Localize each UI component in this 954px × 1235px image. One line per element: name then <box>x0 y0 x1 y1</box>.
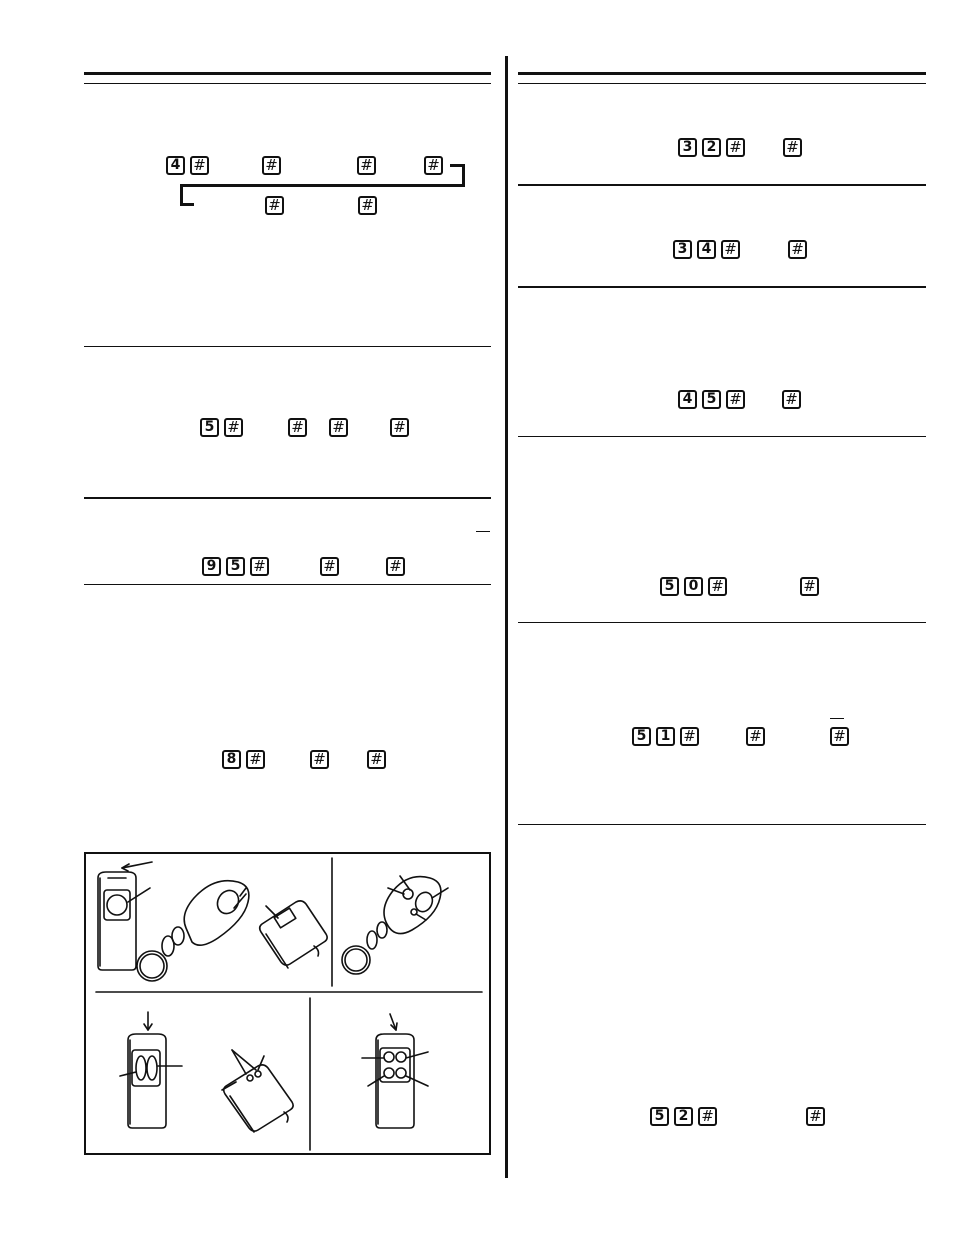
key-hash: # <box>386 557 405 576</box>
left-top-rule-2 <box>84 83 491 84</box>
key-2: 2 <box>674 1107 693 1126</box>
key-hash: # <box>800 577 819 596</box>
key-hash: # <box>320 557 339 576</box>
key-5: 5 <box>200 418 219 437</box>
key-hash: # <box>250 557 269 576</box>
key-4: 4 <box>678 390 697 409</box>
key-hash: # <box>329 418 348 437</box>
section-rule <box>84 346 491 347</box>
key-1: 1 <box>656 727 675 746</box>
key-hash: # <box>830 727 849 746</box>
section-rule <box>518 184 926 186</box>
key-hash: # <box>190 156 209 175</box>
right-top-rule <box>518 72 926 75</box>
visor-transmitter-icon <box>260 901 327 968</box>
sequence-bracket-bottom <box>180 184 465 187</box>
visor-transmitter-multi-icon <box>222 1050 293 1132</box>
key-hash: # <box>782 390 801 409</box>
transmitter-figure <box>84 852 491 1155</box>
key-5: 5 <box>650 1107 669 1126</box>
key-hash: # <box>224 418 243 437</box>
key-0: 0 <box>684 577 703 596</box>
key-hash: # <box>262 156 281 175</box>
overbar-mark <box>476 531 490 532</box>
key-3: 3 <box>678 138 697 157</box>
key-hash: # <box>288 418 307 437</box>
key-hash: # <box>367 750 386 769</box>
key-8: 8 <box>222 750 241 769</box>
key-hash: # <box>265 196 284 215</box>
key-hash: # <box>246 750 265 769</box>
sequence-bracket-foot <box>180 203 194 206</box>
remote-transmitter-quad-icon <box>362 1014 428 1128</box>
remote-transmitter-double-icon <box>120 1012 182 1128</box>
key-9: 9 <box>202 557 221 576</box>
section-rule <box>518 622 926 623</box>
key-5: 5 <box>702 390 721 409</box>
section-rule <box>84 497 491 499</box>
key-hash: # <box>726 138 745 157</box>
left-top-rule <box>84 72 491 75</box>
key-hash: # <box>721 240 740 259</box>
key-5: 5 <box>632 727 651 746</box>
key-hash: # <box>358 196 377 215</box>
key-hash: # <box>746 727 765 746</box>
section-rule <box>84 584 491 585</box>
keychain-transmitter-multi-icon <box>342 876 448 974</box>
key-5: 5 <box>660 577 679 596</box>
key-hash: # <box>357 156 376 175</box>
key-4: 4 <box>697 240 716 259</box>
key-hash: # <box>726 390 745 409</box>
key-hash: # <box>698 1107 717 1126</box>
key-hash: # <box>424 156 443 175</box>
column-divider <box>505 56 508 1178</box>
key-hash: # <box>680 727 699 746</box>
right-top-rule-2 <box>518 83 926 84</box>
section-rule <box>518 824 926 825</box>
section-rule <box>518 436 926 437</box>
key-hash: # <box>806 1107 825 1126</box>
overbar-mark <box>830 718 844 719</box>
key-hash: # <box>390 418 409 437</box>
keychain-transmitter-icon <box>137 881 249 981</box>
transmitter-figure-drawing <box>86 854 489 1153</box>
key-hash: # <box>783 138 802 157</box>
key-5: 5 <box>226 557 245 576</box>
key-hash: # <box>788 240 807 259</box>
key-hash: # <box>310 750 329 769</box>
key-hash: # <box>708 577 727 596</box>
key-4: 4 <box>166 156 185 175</box>
section-rule <box>518 286 926 288</box>
key-3: 3 <box>673 240 692 259</box>
key-2: 2 <box>702 138 721 157</box>
